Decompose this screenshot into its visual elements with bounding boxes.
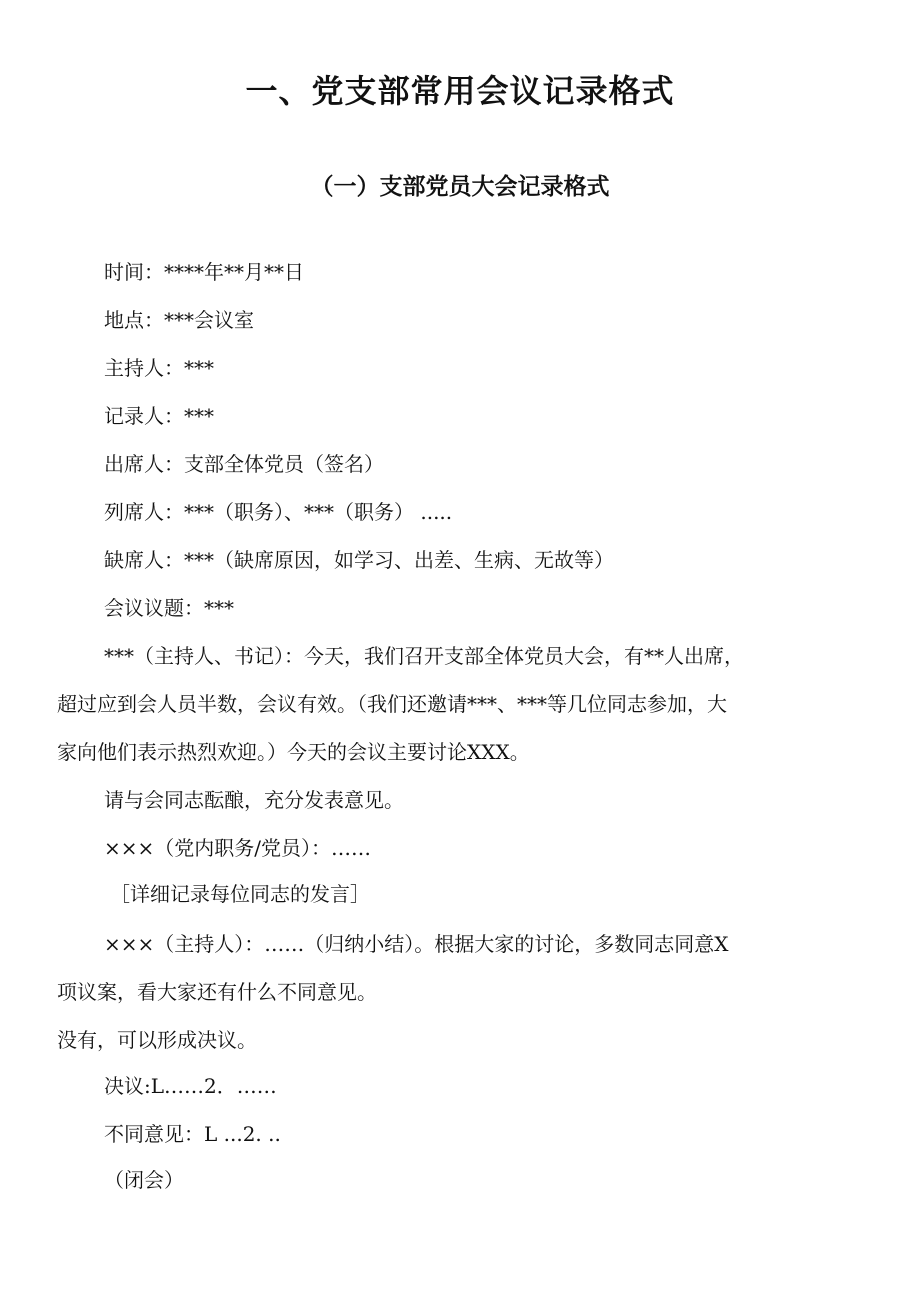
paragraph-opening-line-1: ***（主持人、书记）：今天，我们召开支部全体党员大会，有**人出席， <box>104 644 744 668</box>
paragraph-resolution-ok: 没有，可以形成决议。 <box>57 1028 257 1052</box>
section-subtitle: （一）支部党员大会记录格式 <box>310 174 610 200</box>
paragraph-summary-line-2: 项议案，看大家还有什么不同意见。 <box>57 980 377 1004</box>
field-topic: 会议议题：*** <box>104 596 234 620</box>
paragraph-summary-line-1: ×××（主持人）：……（归纳小结）。根据大家的讨论，多数同志同意X <box>104 932 729 956</box>
paragraph-opening-line-2: 超过应到会人员半数，会议有效。（我们还邀请***、***等几位同志参加，大 <box>57 692 727 716</box>
paragraph-close: （闭会） <box>104 1168 184 1192</box>
paragraph-discussion-prompt: 请与会同志酝酿，充分发表意见。 <box>104 788 404 812</box>
field-place: 地点：***会议室 <box>104 308 254 332</box>
field-attendees: 出席人：支部全体党员（签名） <box>104 452 384 476</box>
paragraph-record-note: ［详细记录每位同志的发言］ <box>110 882 370 906</box>
page-title: 一、党支部常用会议记录格式 <box>245 72 675 110</box>
paragraph-resolution: 决议:L……2．…… <box>104 1074 277 1098</box>
field-recorder: 记录人：*** <box>104 404 214 428</box>
field-time: 时间：****年**月**日 <box>104 260 304 284</box>
field-host: 主持人：*** <box>104 356 214 380</box>
paragraph-opening-line-3: 家向他们表示热烈欢迎。）今天的会议主要讨论XXX。 <box>57 740 530 764</box>
paragraph-dissent: 不同意见：L ...2. .. <box>104 1122 281 1146</box>
field-nonvoting-attendees: 列席人：***（职务）、***（职务） ..... <box>104 500 453 524</box>
paragraph-speaker: ×××（党内职务/党员）：…… <box>104 836 372 860</box>
field-absent: 缺席人：***（缺席原因，如学习、出差、生病、无故等） <box>104 548 614 572</box>
